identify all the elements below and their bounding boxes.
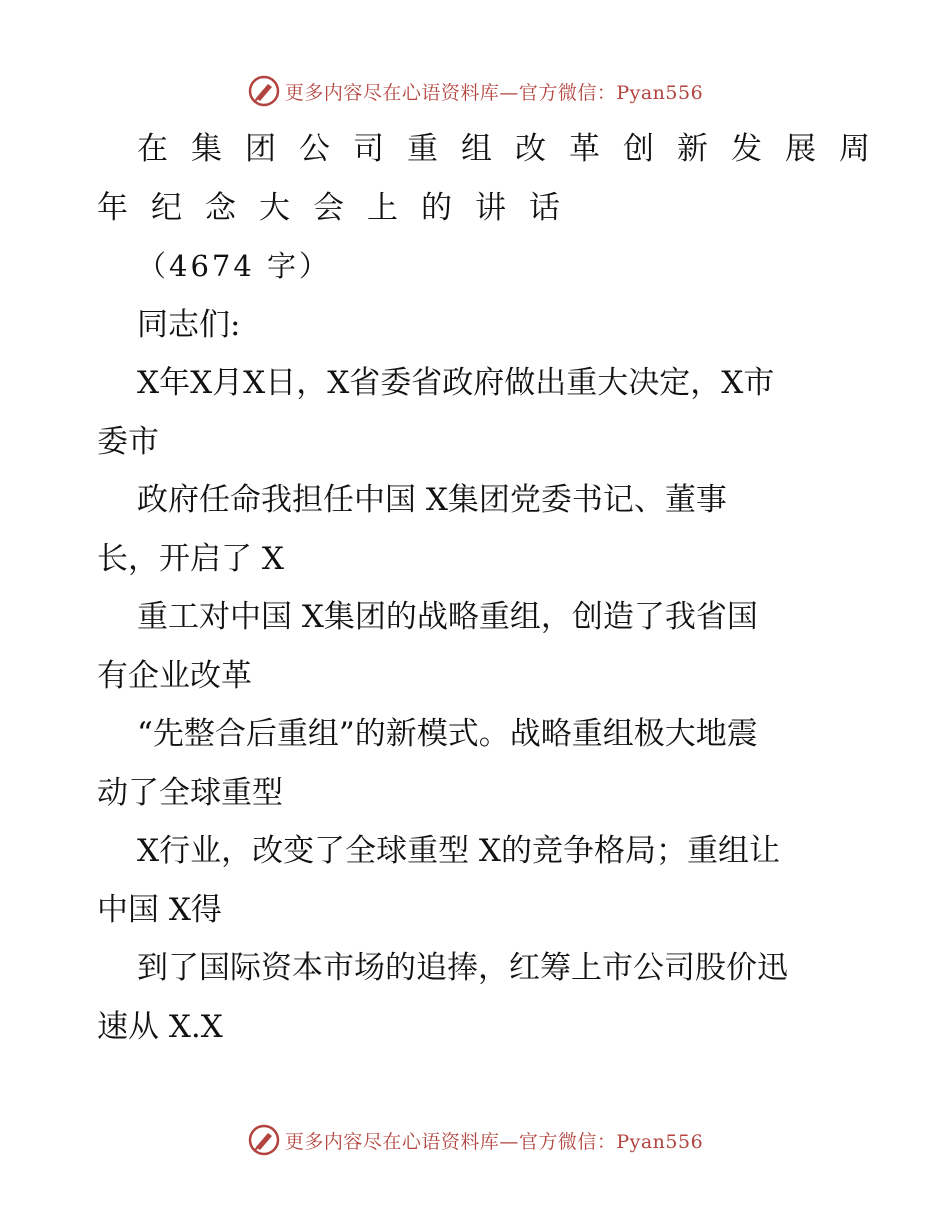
body-line: X行业，改变了全球重型 X的竞争格局；重组让 xyxy=(137,833,780,869)
document-body xyxy=(97,120,893,1056)
body-line: X年X月X日，X省委省政府做出重大决定，X市 xyxy=(137,365,775,401)
document-title-line-1: 在集团公司重组改革创新发展周 xyxy=(137,131,893,167)
document-title-line-2: 年纪念大会上的讲话 xyxy=(97,189,583,226)
pen-nib-circle-icon xyxy=(247,1123,281,1157)
body-line: 政府任命我担任中国 X集团党委书记、董事 xyxy=(137,482,727,518)
word-count: （4674 字） xyxy=(137,249,332,283)
watermark-banner-top xyxy=(0,71,950,111)
watermark-text: 更多内容尽在心语资料库—官方微信：Pyan556 xyxy=(284,1130,704,1153)
body-line: 速从 X.X xyxy=(97,1008,223,1045)
body-line: 长，开启了 X xyxy=(97,540,284,577)
salutation: 同志们: xyxy=(137,306,241,343)
body-line: 有企业改革 xyxy=(97,657,252,694)
watermark-banner-bottom xyxy=(0,1120,950,1160)
body-line: 到了国际资本市场的追捧，红筹上市公司股价迅 xyxy=(137,950,788,986)
body-line: 动了全球重型 xyxy=(97,774,283,811)
body-line: 重工对中国 X集团的战略重组，创造了我省国 xyxy=(137,599,758,635)
body-line: “先整合后重组”的新模式。战略重组极大地震 xyxy=(137,716,758,752)
watermark-text: 更多内容尽在心语资料库—官方微信：Pyan556 xyxy=(284,81,704,104)
body-paragraph xyxy=(97,354,857,1056)
body-line: 委市 xyxy=(97,423,159,460)
body-line: 中国 X得 xyxy=(97,891,222,928)
pen-nib-circle-icon xyxy=(247,74,281,108)
